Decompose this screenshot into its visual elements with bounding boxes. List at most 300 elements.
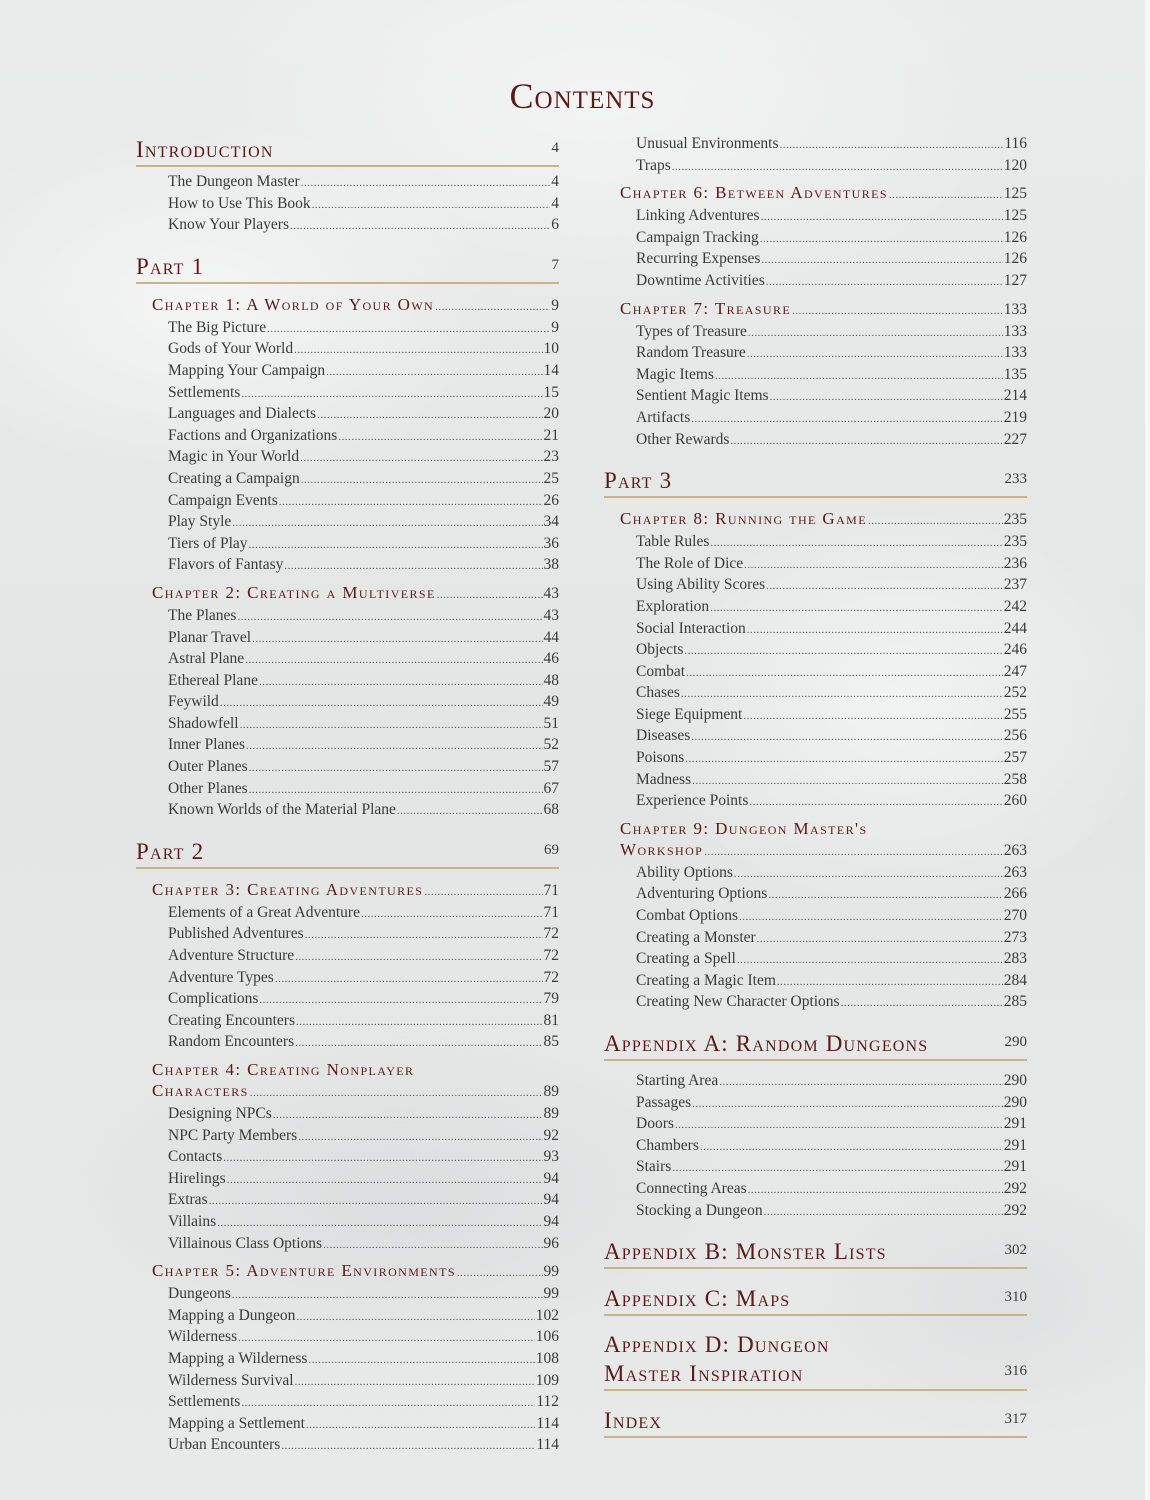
page-number: 236 <box>1003 554 1027 572</box>
toc-entry[interactable] <box>604 134 1027 156</box>
page-number: 14 <box>543 361 559 379</box>
toc-entry[interactable] <box>136 534 559 556</box>
toc-entry[interactable] <box>604 748 1027 770</box>
chapter-2-entries <box>136 606 559 822</box>
entry-label: Passages <box>636 1093 692 1111</box>
chapter-8-entries <box>604 532 1027 813</box>
page-number: 49 <box>543 693 559 711</box>
page-number: 270 <box>1003 907 1027 925</box>
section-label: Part 1 <box>136 253 205 279</box>
leader-dots <box>294 340 542 361</box>
toc-section-appendix-c[interactable] <box>604 1283 1027 1316</box>
toc-entry[interactable] <box>604 1114 1027 1136</box>
page-number: 52 <box>543 736 559 754</box>
page-number: 235 <box>1003 533 1027 551</box>
page-number: 235 <box>1003 511 1027 529</box>
toc-section-introduction[interactable] <box>136 134 559 167</box>
entry-label: The Dungeon Master <box>168 173 300 190</box>
toc-entry[interactable] <box>604 884 1027 906</box>
leader-dots <box>760 229 1003 250</box>
toc-entry[interactable] <box>136 215 559 237</box>
toc-entry[interactable] <box>604 928 1027 950</box>
leader-dots <box>284 556 542 577</box>
toc-chapter-7[interactable] <box>604 298 1027 322</box>
leader-dots <box>768 885 1002 906</box>
leader-dots <box>681 684 1003 705</box>
chapter-label: Chapter 7: Treasure <box>620 298 792 318</box>
toc-entry[interactable] <box>136 1392 559 1414</box>
toc-entry[interactable] <box>604 365 1027 387</box>
page-number: 26 <box>543 491 559 509</box>
entry-label: Outer Planes <box>168 758 248 776</box>
toc-entry[interactable] <box>604 386 1027 408</box>
toc-entry[interactable] <box>604 156 1027 178</box>
leader-dots <box>770 387 1003 408</box>
leader-dots <box>232 513 542 534</box>
chapter-label-line-2: Characters <box>152 1081 249 1100</box>
page-number: 71 <box>543 881 559 899</box>
toc-entry[interactable] <box>136 692 559 714</box>
toc-entry[interactable] <box>604 1071 1027 1093</box>
toc-chapter-5[interactable] <box>136 1260 559 1284</box>
page-number: 69 <box>544 841 559 858</box>
page-number: 102 <box>535 1306 559 1324</box>
toc-entry[interactable] <box>136 491 559 513</box>
leader-dots <box>868 511 1003 532</box>
leader-dots <box>749 792 1002 813</box>
leader-dots <box>437 585 543 606</box>
leader-dots <box>246 736 542 757</box>
entry-label: Published Adventures <box>168 925 304 943</box>
page-number: 9 <box>551 318 559 336</box>
page-number: 48 <box>543 671 559 689</box>
page-number: 285 <box>1003 993 1027 1011</box>
leader-dots <box>245 650 542 671</box>
toc-entry[interactable] <box>604 1179 1027 1201</box>
entry-label: Ability Options <box>636 863 733 881</box>
page-number: 252 <box>1003 684 1027 702</box>
entry-label: Combat Options <box>636 907 739 925</box>
entry-label: Creating Encounters <box>168 1011 295 1029</box>
toc-entry[interactable] <box>604 206 1027 228</box>
toc-entry[interactable] <box>136 1349 559 1371</box>
entry-label: Chases <box>636 684 680 702</box>
leader-dots <box>739 907 1003 928</box>
introduction-entries <box>136 172 559 237</box>
entry-label: Starting Area <box>636 1072 719 1089</box>
page-number: 44 <box>543 628 559 646</box>
chapter-label-line-2: Workshop <box>620 839 704 859</box>
toc-entry[interactable] <box>604 1136 1027 1158</box>
toc-section-part-3[interactable] <box>604 465 1027 498</box>
toc-entry[interactable] <box>136 1147 559 1169</box>
entry-label: Madness <box>636 770 692 788</box>
entry-label: Mapping a Wilderness <box>168 1349 308 1367</box>
entry-label: Chambers <box>636 1136 699 1154</box>
entry-label: Table Rules <box>636 533 710 551</box>
chapter-3-entries <box>136 903 559 1054</box>
leader-dots <box>308 1350 534 1371</box>
entry-label: Wilderness <box>168 1328 238 1346</box>
page-number: 99 <box>543 1285 559 1303</box>
toc-entry[interactable] <box>604 1093 1027 1115</box>
leader-dots <box>766 576 1003 597</box>
toc-entry[interactable] <box>136 1190 559 1212</box>
page-number: 112 <box>536 1393 559 1411</box>
leader-dots <box>281 1436 535 1457</box>
page-number: 246 <box>1003 641 1027 659</box>
page-number: 292 <box>1003 1179 1027 1197</box>
toc-entry[interactable] <box>136 800 559 822</box>
entry-label: The Big Picture <box>168 318 267 336</box>
toc-chapter-6[interactable] <box>604 182 1027 206</box>
page-number: 126 <box>1003 228 1027 246</box>
leader-dots <box>273 1105 543 1126</box>
page-number: 34 <box>543 513 559 531</box>
page-number: 25 <box>543 469 559 487</box>
chapter-1-entries <box>136 318 559 577</box>
page-number: 114 <box>536 1436 559 1454</box>
page-number: 4 <box>551 140 559 156</box>
toc-entry[interactable] <box>136 1327 559 1349</box>
toc-entry[interactable] <box>604 343 1027 365</box>
toc-entry[interactable] <box>136 426 559 448</box>
page-number: 242 <box>1003 597 1027 615</box>
page-number: 72 <box>543 947 559 965</box>
page-number: 108 <box>535 1349 559 1367</box>
toc-entry[interactable] <box>136 1234 559 1256</box>
entry-label: The Planes <box>168 606 237 624</box>
toc-entry[interactable] <box>136 671 559 693</box>
entry-label: Connecting Areas <box>636 1179 747 1197</box>
toc-entry[interactable] <box>136 1414 559 1436</box>
entry-label: Languages and Dialects <box>168 405 317 423</box>
page-number: 247 <box>1003 662 1027 680</box>
page-number: 116 <box>1004 135 1027 152</box>
toc-entry[interactable] <box>136 946 559 968</box>
entry-label: Downtime Activities <box>636 271 765 289</box>
toc-entry[interactable] <box>604 430 1027 452</box>
leader-dots <box>259 672 543 693</box>
leader-dots <box>223 1148 542 1169</box>
page-number: 4 <box>551 173 559 190</box>
entry-label: Mapping a Settlement <box>168 1414 305 1432</box>
page-number: 93 <box>543 1148 559 1166</box>
entry-label: Flavors of Fantasy <box>168 556 284 574</box>
toc-entry[interactable] <box>136 714 559 736</box>
page-number: 255 <box>1003 705 1027 723</box>
entry-label: Settlements <box>168 383 241 401</box>
toc-entry[interactable] <box>604 1201 1027 1223</box>
page-number: 72 <box>543 968 559 986</box>
toc-entry[interactable] <box>136 1284 559 1306</box>
page-number: 57 <box>543 758 559 776</box>
page-number: 43 <box>543 606 559 624</box>
leader-dots <box>792 301 1003 322</box>
page-number: 46 <box>543 650 559 668</box>
leader-dots <box>259 990 542 1011</box>
page-edge <box>1145 0 1150 1500</box>
entry-label: Mapping a Dungeon <box>168 1306 296 1324</box>
entry-label: Social Interaction <box>636 619 746 637</box>
leader-dots <box>700 1137 1003 1158</box>
entry-label: Shadowfell <box>168 714 239 732</box>
toc-entry[interactable] <box>136 194 559 216</box>
toc-entry[interactable] <box>604 726 1027 748</box>
toc-entry[interactable] <box>136 779 559 801</box>
page-number: 266 <box>1003 885 1027 903</box>
leader-dots <box>249 758 543 779</box>
toc-entry[interactable] <box>604 271 1027 293</box>
toc-section-appendix-a[interactable] <box>604 1028 1027 1061</box>
entry-label: Stocking a Dungeon <box>636 1201 763 1219</box>
leader-dots <box>227 1170 543 1191</box>
page-number: 43 <box>543 584 559 602</box>
entry-label: Other Planes <box>168 779 248 797</box>
page-number: 10 <box>543 340 559 358</box>
toc-entry[interactable] <box>604 683 1027 705</box>
chapter-6-entries <box>604 206 1027 292</box>
page-number: 291 <box>1003 1115 1027 1133</box>
toc-entry[interactable] <box>136 1126 559 1148</box>
entry-label: How to Use This Book <box>168 194 311 212</box>
entry-label: Diseases <box>636 727 691 745</box>
toc-entry[interactable] <box>136 1212 559 1234</box>
entry-label: Mapping Your Campaign <box>168 361 326 379</box>
entry-label: Random Encounters <box>168 1033 295 1051</box>
toc-entry[interactable] <box>604 532 1027 554</box>
leader-dots <box>435 297 550 318</box>
page-number: 260 <box>1003 792 1027 810</box>
toc-entry[interactable] <box>136 924 559 946</box>
toc-chapter-2[interactable] <box>136 582 559 606</box>
toc-entry[interactable] <box>604 906 1027 928</box>
toc-entry[interactable] <box>604 408 1027 430</box>
toc-entry[interactable] <box>604 575 1027 597</box>
toc-chapter-9[interactable] <box>604 818 1027 863</box>
toc-entry[interactable] <box>604 662 1027 684</box>
leader-dots <box>672 1158 1002 1179</box>
entry-label: Astral Plane <box>168 650 245 668</box>
toc-entry[interactable] <box>604 705 1027 727</box>
entry-label: Factions and Organizations <box>168 426 338 444</box>
leader-dots <box>295 947 542 968</box>
entry-label: Campaign Tracking <box>636 228 759 246</box>
toc-section-part-2[interactable] <box>136 836 559 869</box>
toc-entry[interactable] <box>136 757 559 779</box>
toc-entry[interactable] <box>136 512 559 534</box>
entry-label: Hirelings <box>168 1169 226 1187</box>
chapter-label-line-1: Chapter 9: Dungeon Master's <box>620 818 868 838</box>
page-number: 114 <box>536 1414 559 1432</box>
entry-label: Know Your Players <box>168 216 289 234</box>
leader-dots <box>275 969 543 990</box>
toc-entry[interactable] <box>136 339 559 361</box>
page-number: 94 <box>543 1212 559 1230</box>
toc-entry[interactable] <box>604 554 1027 576</box>
toc-entry[interactable] <box>136 1011 559 1033</box>
toc-left-column <box>136 134 559 1457</box>
leader-dots <box>238 1328 535 1349</box>
leader-dots <box>686 663 1003 684</box>
toc-entry[interactable] <box>136 606 559 628</box>
leader-dots <box>317 405 542 426</box>
toc-entry[interactable] <box>604 597 1027 619</box>
entry-label: Dungeons <box>168 1285 231 1303</box>
leader-dots <box>730 431 1002 452</box>
toc-entry[interactable] <box>604 971 1027 993</box>
chapter-5-continued-entries <box>604 134 1027 177</box>
entry-label: Sentient Magic Items <box>636 387 769 405</box>
toc-entry[interactable] <box>604 992 1027 1014</box>
entry-label: Ethereal Plane <box>168 671 258 689</box>
toc-entry[interactable] <box>136 361 559 383</box>
page-number: 120 <box>1003 156 1027 174</box>
page-number: 15 <box>543 383 559 401</box>
section-label: Part 3 <box>604 468 673 494</box>
toc-entry[interactable] <box>604 863 1027 885</box>
page-number: 38 <box>543 556 559 574</box>
toc-entry[interactable] <box>604 228 1027 250</box>
entry-label: Extras <box>168 1191 208 1209</box>
leader-dots <box>240 715 543 736</box>
leader-dots <box>249 535 543 556</box>
toc-entry[interactable] <box>136 1435 559 1457</box>
toc-entry[interactable] <box>604 1157 1027 1179</box>
page-number: 21 <box>543 426 559 444</box>
entry-label: Experience Points <box>636 792 749 810</box>
entry-label: Inner Planes <box>168 736 246 754</box>
toc-chapter-4[interactable] <box>136 1059 559 1104</box>
leader-dots <box>780 135 1004 156</box>
toc-entry[interactable] <box>604 791 1027 813</box>
entry-label: Combat <box>636 662 686 680</box>
leader-dots <box>889 185 1003 206</box>
toc-section-appendix-d[interactable] <box>604 1330 1027 1391</box>
page-number: 290 <box>1003 1072 1027 1089</box>
leader-dots <box>715 366 1003 387</box>
toc-entry[interactable] <box>136 404 559 426</box>
entry-label: Creating a Magic Item <box>636 971 776 989</box>
page-number: 7 <box>551 256 559 273</box>
page-number: 290 <box>1004 1034 1027 1050</box>
toc-entry[interactable] <box>136 469 559 491</box>
page-number: 316 <box>1004 1363 1027 1380</box>
toc-chapter-8[interactable] <box>604 508 1027 532</box>
toc-entry[interactable] <box>136 989 559 1011</box>
page-number: 133 <box>1003 300 1027 318</box>
page-number: 273 <box>1003 928 1027 946</box>
entry-label: Villainous Class Options <box>168 1234 323 1252</box>
leader-dots <box>734 864 1003 885</box>
leader-dots <box>748 1180 1003 1201</box>
toc-right-column <box>604 134 1027 1438</box>
toc-entry[interactable] <box>604 249 1027 271</box>
toc-entry[interactable] <box>604 640 1027 662</box>
entry-label: Recurring Expenses <box>636 250 761 268</box>
toc-section-index[interactable] <box>604 1405 1027 1438</box>
page-number: 257 <box>1003 749 1027 767</box>
page-number: 291 <box>1003 1158 1027 1176</box>
toc-entry[interactable] <box>136 318 559 340</box>
toc-entry[interactable] <box>136 628 559 650</box>
leader-dots <box>338 427 542 448</box>
toc-entry[interactable] <box>136 903 559 925</box>
entry-label: The Role of Dice <box>636 554 744 572</box>
page-number: 20 <box>543 405 559 423</box>
entry-label: Tiers of Play <box>168 534 248 552</box>
page-number: 126 <box>1003 250 1027 268</box>
entry-label: Creating a Monster <box>636 928 756 946</box>
chapter-label: Chapter 5: Adventure Environments <box>152 1261 456 1281</box>
leader-dots <box>323 1235 542 1256</box>
entry-label: Adventure Types <box>168 968 274 986</box>
leader-dots <box>675 1115 1003 1136</box>
toc-entry[interactable] <box>136 968 559 990</box>
toc-section-part-1[interactable] <box>136 251 559 284</box>
section-label: Index <box>604 1408 663 1434</box>
toc-section-appendix-b[interactable] <box>604 1236 1027 1269</box>
leader-dots <box>298 1127 542 1148</box>
toc-entry[interactable] <box>136 447 559 469</box>
page-number: 89 <box>543 1083 559 1100</box>
chapter-label: Chapter 8: Running the Game <box>620 509 867 529</box>
entry-label: Settlements <box>168 1393 241 1411</box>
leader-dots <box>710 533 1002 554</box>
toc-entry[interactable] <box>604 949 1027 971</box>
leader-dots <box>719 1072 1003 1093</box>
leader-dots <box>691 409 1003 430</box>
toc-entry[interactable] <box>136 555 559 577</box>
page-number: 71 <box>543 903 559 921</box>
page-number: 125 <box>1003 207 1027 225</box>
entry-label: Objects <box>636 641 684 659</box>
entry-label: Villains <box>168 1212 217 1230</box>
entry-label: Unusual Environments <box>636 135 779 152</box>
toc-entry[interactable] <box>604 322 1027 344</box>
chapter-9-entries <box>604 863 1027 1014</box>
page-number: 6 <box>551 216 559 234</box>
leader-dots <box>766 272 1003 293</box>
entry-label: Creating a Spell <box>636 950 736 968</box>
page-number: 79 <box>543 990 559 1008</box>
page-number: 127 <box>1003 271 1027 289</box>
toc-entry[interactable] <box>136 1104 559 1126</box>
leader-dots <box>747 344 1003 365</box>
toc-entry[interactable] <box>136 1371 559 1393</box>
page-number: 92 <box>543 1126 559 1144</box>
page-number: 133 <box>1003 344 1027 362</box>
leader-dots <box>704 842 1002 863</box>
toc-entry[interactable] <box>136 1306 559 1328</box>
toc-entry[interactable] <box>136 649 559 671</box>
toc-entry[interactable] <box>136 1032 559 1054</box>
leader-dots <box>296 1307 534 1328</box>
toc-entry[interactable] <box>604 619 1027 641</box>
toc-entry[interactable] <box>604 770 1027 792</box>
toc-entry[interactable] <box>136 1169 559 1191</box>
toc-chapter-3[interactable] <box>136 879 559 903</box>
toc-entry[interactable] <box>136 735 559 757</box>
leader-dots <box>290 216 550 237</box>
toc-chapter-1[interactable] <box>136 294 559 318</box>
page-number: 256 <box>1003 727 1027 745</box>
chapter-label: Chapter 6: Between Adventures <box>620 183 888 203</box>
toc-entry[interactable] <box>136 383 559 405</box>
section-label-line-1: Appendix D: Dungeon <box>604 1332 830 1358</box>
toc-entry[interactable] <box>136 172 559 194</box>
page-number: 214 <box>1003 387 1027 405</box>
